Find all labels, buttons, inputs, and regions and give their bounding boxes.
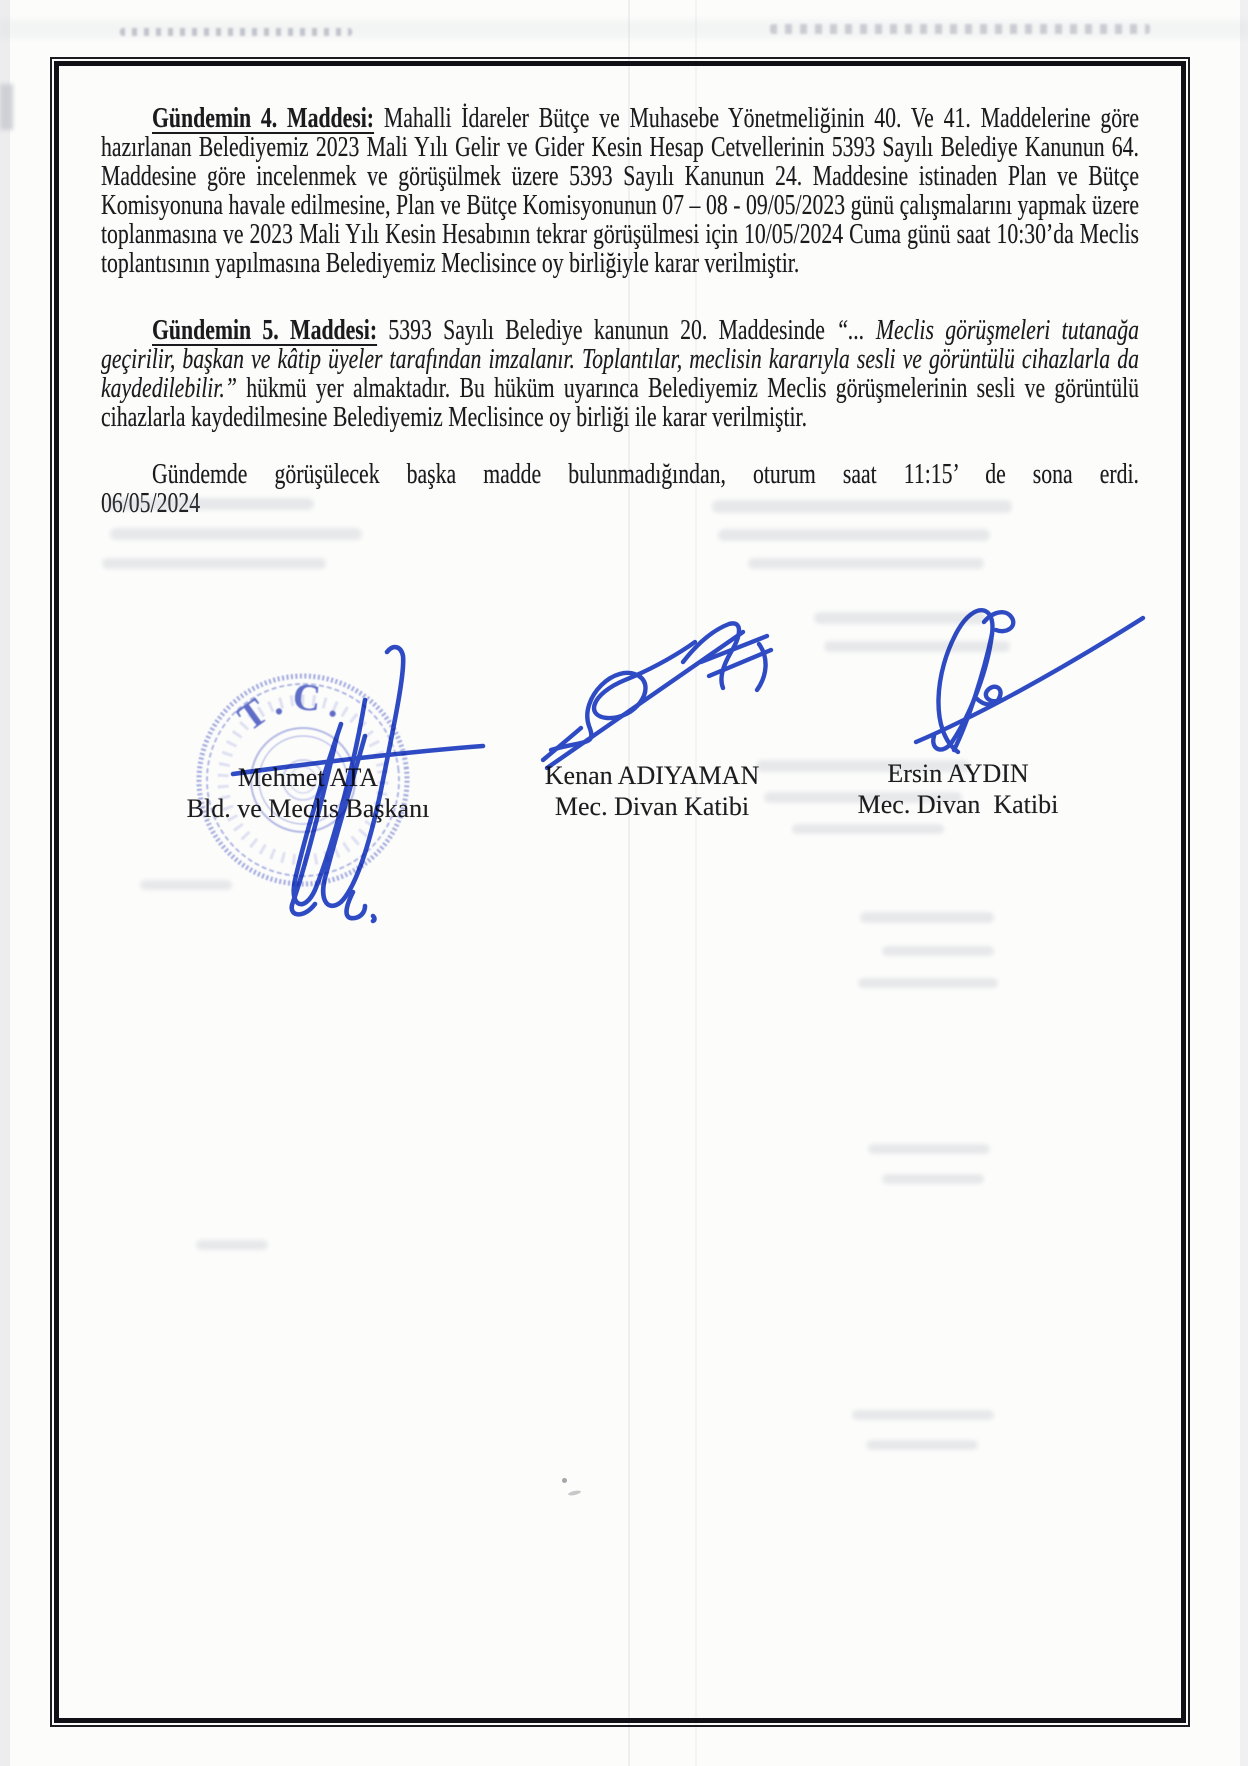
scan-edge-left xyxy=(0,0,10,1766)
scan-edge-smudge xyxy=(0,84,13,130)
scan-edge-right xyxy=(1240,0,1248,1766)
ghost-text-line xyxy=(866,1440,978,1450)
ghost-text-line xyxy=(748,558,984,569)
document-body xyxy=(101,104,1139,518)
closing-text: Gündemde görüşülecek başka madde bulunmadığından, oturum saat 11:15’ de sona erdi. xyxy=(152,458,1139,490)
signatory-title: Bld. ve Meclis Başkanı xyxy=(186,794,430,823)
ghost-text-line xyxy=(792,824,944,834)
scan-streak-left xyxy=(120,28,352,36)
signatory-ersin-aydin xyxy=(838,758,1078,820)
agenda-item-5-text-1: 5393 Sayılı Belediye kanunun 20. Maddesinde xyxy=(377,314,837,346)
scan-speck xyxy=(562,1478,567,1483)
ghost-text-line xyxy=(860,912,994,923)
agenda-item-4-text: Mahalli İdareler Bütçe ve Muhasebe Yönetmeliğinin 40. Ve 41. Maddelerine göre hazırlanan Belediyemiz 2023 Mali Yılı Gelir ve Gider Kesin Hesap Cetvellerinin 5393 Sayılı Belediye Kanunun 64. Maddesine göre incelenmek ve görüşülmek üzere 5393 Sayılı Kanunun 24. Maddesine istinaden Plan ve Bütçe Komisyonuna havale edilmesine, Plan ve Bütçe Komisyonunun 07 – 08 - 09/05/2023 günü çalışmalarını yapmak üzere toplanmasına ve 2023 Mali Yılı Kesin Hesabının tekrar görüşülmesi için 10/05/2024 Cuma günü saat 10:30’da Meclis toplantısının yapılmasına Belediyemiz Meclisince oy birliğiyle karar verilmiştir. xyxy=(101,102,1139,279)
signatory-name: Mehmet ATA xyxy=(237,763,379,792)
ghost-text-line xyxy=(196,1240,268,1250)
ghost-text-line xyxy=(858,978,998,988)
ghost-text-line xyxy=(712,500,1012,513)
ghost-text-line xyxy=(110,528,362,540)
ghost-text-line xyxy=(718,529,990,541)
signature-kenan-adiyaman-ink xyxy=(535,600,780,775)
signatory-name: Kenan ADIYAMAN xyxy=(544,761,760,790)
ghost-text-line xyxy=(882,1174,984,1184)
signatory-name: Ersin AYDIN xyxy=(887,759,1029,788)
paragraph-agenda-item-5 xyxy=(101,316,1139,432)
ghost-text-line xyxy=(882,946,994,956)
ghost-text-line xyxy=(102,558,326,569)
scan-streak-right xyxy=(770,24,1150,34)
stamp-tc-text: T.C. xyxy=(230,675,358,740)
ghost-text-line xyxy=(104,498,314,510)
paragraph-agenda-item-4 xyxy=(101,104,1139,278)
agenda-item-4-heading: Gündemin 4. Maddesi: xyxy=(152,102,375,134)
ghost-text-line xyxy=(852,1410,994,1420)
signatory-title: Mec. Divan Katibi xyxy=(857,790,1059,819)
agenda-item-5-text-2: hükmü yer almaktadır. Bu hüküm uyarınca Belediyemiz Meclis görüşmelerinin sesli ve görüntülü cihazlarla kaydedilmesine Belediyemiz Meclisince oy birliği ile karar verilmiştir. xyxy=(101,372,1139,433)
signature-ersin-aydin-ink xyxy=(888,590,1150,765)
signatory-title: Mec. Divan Katibi xyxy=(554,792,750,821)
signature-mehmet-ata-ink xyxy=(215,640,495,925)
agenda-item-5-statute-quote: “... Meclis görüşmeleri tutanağa geçirilir, başkan ve kâtip üyeler tarafından imzalanır. Toplantılar, meclisin kararıyla sesli ve görüntülü cihazlarla da kaydedilebilir.” xyxy=(101,314,1139,404)
session-date: 06/05/2024 xyxy=(101,487,201,519)
agenda-item-5-heading: Gündemin 5. Maddesi: xyxy=(152,314,378,346)
ghost-text-line xyxy=(868,1144,990,1154)
paragraph-closing xyxy=(101,460,1139,489)
